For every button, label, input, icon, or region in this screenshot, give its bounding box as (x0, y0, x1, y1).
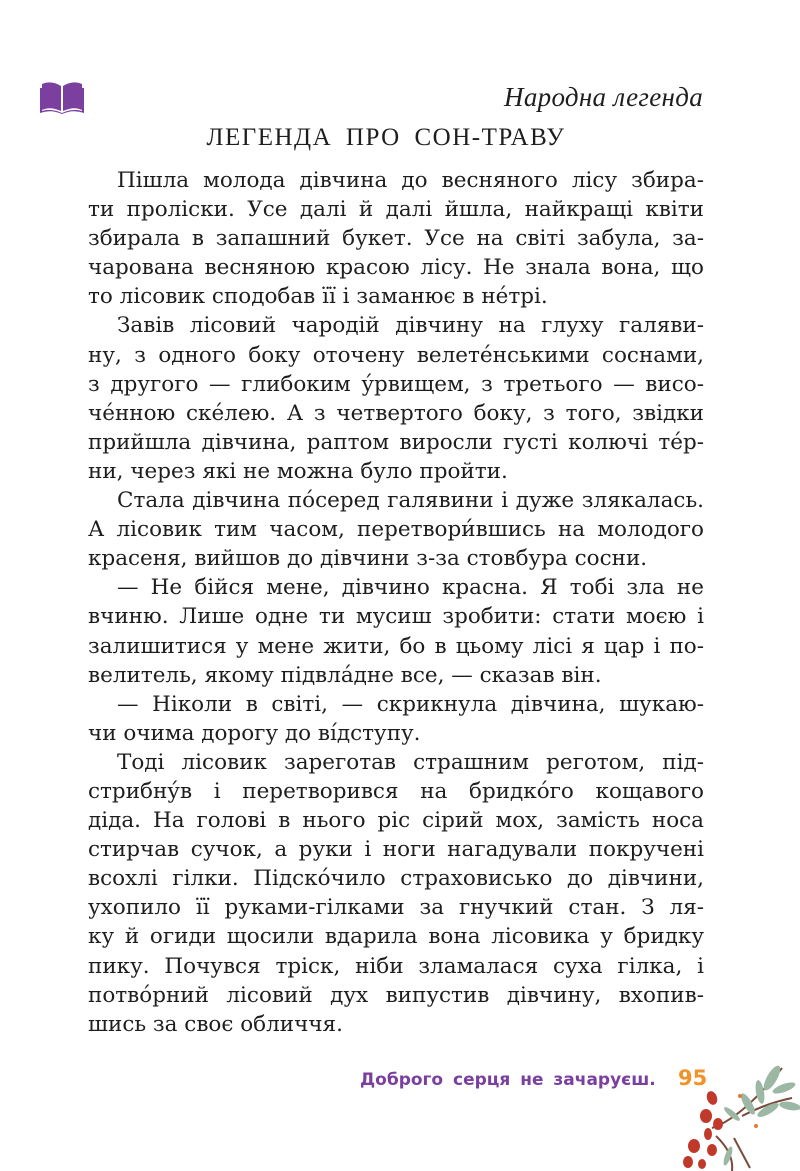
text-line: красеня, вийшов до дівчини з-за стовбура сосни. (88, 546, 648, 572)
text-line: че́нною ске́лею. А з четвертого боку, з того, звідки (88, 400, 704, 426)
page-number: 95 (678, 1066, 708, 1090)
text-line: діда. На голові в нього ріс сірий мох, замість носа (88, 808, 704, 834)
paragraph (88, 573, 704, 689)
text-line: — Не бійся мене, дівчино красна. Я тобі зла не (117, 575, 704, 601)
text-line: пику. Почувся тріск, ніби зламалася суха гілка, і (88, 953, 704, 979)
text-line: ну, з одного боку оточену велете́нськими соснами, (88, 342, 704, 368)
paragraph (88, 690, 704, 748)
text-line: то лісовик сподобав її і заманює в не́трі. (88, 284, 548, 310)
genre-label: Народна легенда (504, 82, 703, 112)
open-book-icon (40, 80, 84, 114)
text-line: вчиню. Лише одне ти мусиш зробити: стати моєю і (88, 604, 704, 630)
text-line: Завів лісовий чародій дівчину на глуху галяви- (117, 313, 704, 339)
text-line: шись за своє обличчя. (88, 1011, 343, 1037)
text-line: ку й огиди щосили вдарила вона лісовика у бридку (88, 924, 704, 950)
text-line: Стала дівчина по́серед галявини і дуже злякалась. (117, 488, 704, 514)
paragraph (88, 311, 704, 486)
text-line: Пішла молода дівчина до весняного лісу збира- (117, 168, 704, 193)
text-line: стирчав сучок, а руки і ноги нагадували покручені (88, 837, 704, 863)
text-line: залишитися у мене жити, бо в цьому лісі я цар і по- (88, 633, 704, 659)
text-line: стрибну́в і перетворився на бридко́го кощавого (88, 778, 704, 804)
paragraph (88, 166, 704, 311)
text-line: всохлі гілки. Підско́чило страховисько до дівчини, (88, 866, 704, 892)
text-line: прийшла дівчина, раптом виросли густі колючі те́р- (88, 429, 704, 455)
text-line: — Ніколи в світі, — скрикнула дівчина, шукаю- (117, 691, 704, 717)
text-line: з другого — глибоким у́рвищем, з третього — висо- (88, 371, 704, 397)
text-line: велитель, якому підвла́дне все, — сказав він. (88, 662, 602, 688)
text-line: ни, через які не можна було пройти. (88, 458, 508, 484)
text-line: чи очима дорогу до ві́дступу. (88, 720, 421, 746)
text-line: ти проліски. Усе далі й далі йшла, найкращі квіти (88, 197, 704, 223)
text-line: ухопило її руками-гілками за гнучкий стан. З ля- (88, 895, 704, 921)
berry-branch-decoration (672, 1058, 800, 1171)
text-line: збирала в запашний букет. Усе на світі забула, за- (88, 226, 704, 252)
story-text (88, 166, 704, 1039)
running-title: Доброго серця не зачаруєш. (360, 1070, 656, 1090)
paragraph (88, 486, 704, 573)
text-line: чарована весняною красою лісу. Не знала вона, що (88, 255, 704, 281)
text-line: А лісовик тим часом, перетвори́вшись на молодого (88, 517, 704, 543)
page-title: ЛЕГЕНДА ПРО СОН-ТРАВУ (206, 124, 566, 151)
paragraph (88, 748, 704, 1039)
text-line: потво́рний лісовий дух випустив дівчину, вхопив- (88, 982, 704, 1008)
text-line: Тоді лісовик зареготав страшним реготом, під- (117, 749, 704, 775)
